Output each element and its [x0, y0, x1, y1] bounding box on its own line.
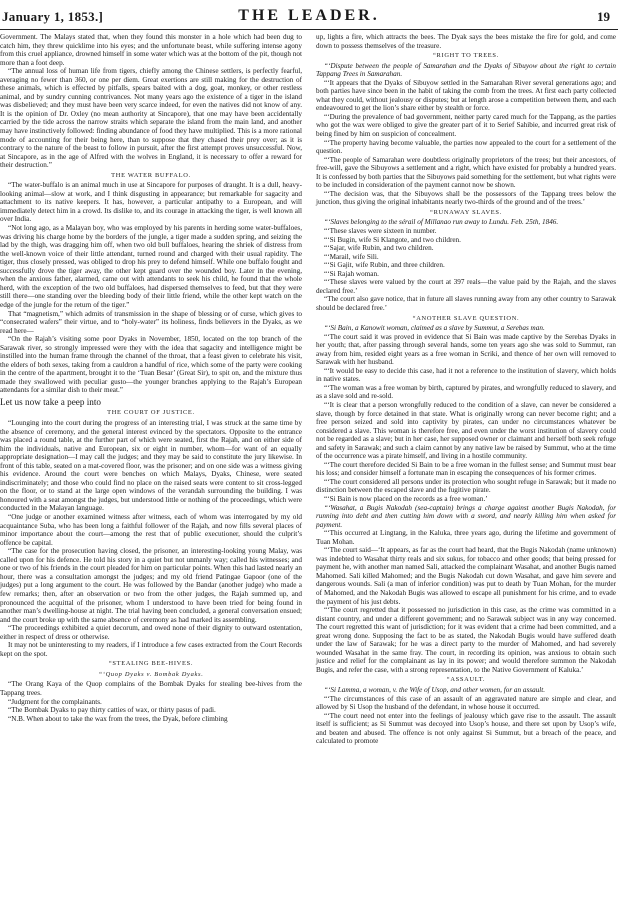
case-title: “‘Dispute between the people of Samarahan and the Dyaks of Sibuyow about the right to certain Tappang Trees in Samarahan. — [316, 61, 616, 79]
section-heading: THE WATER BUFFALO. — [111, 171, 191, 179]
paragraph: “‘The court said—‘It appears, as far as the court had heard, that the Bugis Nakodah (name unknown) was indebted to Wasahat thirty reals and six sukus, for tobacco and other goods; that being pressed for payment he, with another man named Sali, attacked the complainant Wasahat, and another Bugis named Mahomed. Sali killed Mahomed; and the Bugis Nakodah cut down Wasahat, and gave him severe and dangerous wounds. Sali (a man of inferior condition) was put to death by Tuan Mohan, for the murder of Mahomed, and the Nakodah Bugis was allowed to escape all punishment for his crime, and to evade the payment of his just debts. — [316, 546, 616, 606]
section-heading: “RUNAWAY SLAVES. — [430, 208, 502, 216]
masthead-rule — [0, 29, 618, 30]
list-item: “‘Si Rajah woman. — [324, 269, 379, 278]
case-title: “‘Wasahat, a Bugis Nakodah (sea-captain) brings a charge against another Bugis Nakodah, for running into debt and then cutting him down with a sword, and nearly killing him when asked for payment. — [316, 503, 616, 529]
paragraph: “On the Rajah’s visiting some poor Dyaks in November, 1850, located on the top branch of the Sarawak river, so strongly impressed were they with the idea that sagacity and intelligence might be instilled into the human frame through the channel of the throat, that a feast given to celebrate his visit, the elders of both sexes, taking from a cauldron a handful of rice, which some of the party were cooking in the centre of the apartment, brought it to the ‘Tuan Besar’ (Great Sir), to spit on, and the mixture thus made they swallowed with peculiar gusto—the younger branches applying to the Rajah’s European attendants for a similar dish to their meat.” — [0, 335, 302, 395]
paragraph: “Not long ago, as a Malayan boy, who was employed by his parents in herding some water-buffaloes, was driving his charge home by the borders of the jungle, a tiger made a sudden spring, and seizing the lad by the thigh, was dragging him off, when two old bull buffaloes, hearing the shriek of distress from the well-known voice of their little attendant, turned round and charged with their usual rapidity. The tiger, thus closely pressed, was obliged to drop his prey to defend himself. While one buffalo fought and successfully drove the tiger away, the other kept guard over the wounded boy. Later in the evening, when the anxious father, alarmed, came out with attendants to seek his child, he found that the whole herd, with the exception of the two old buffaloes, had dispersed themselves to feed, but that they were still there—one standing over the bleeding body of their little friend, while the other kept watch on the edge of the jungle for the return of the tiger.” — [0, 224, 302, 309]
paragraph: “Lounging into the court during the progress of an interesting trial, I was struck at the same time by the absence of ceremony, and the general interest evinced by the spectators. Opposite to the entrance was placed a round table, at the further part of which were seated, first the Rajah, and on either side of him the individuals, native and European, six or eight in number, whom—for want of an equally appropriate designation—I may call the judges; and they may be said to constitute the jury likewise. In front of this table, seated on a mat-covered floor, was the prisoner; and on one side was a witness giving his evidence. Around the court were benches on which Malays, Dyaks, Chinese, were seated indiscriminately; and those who could find no place on the raised seats were content to sit cross-legged on the floor, or to stand at the large open windows of the verandah surrounding the building. I was honoured with a seat amongst the judges, but understood little or nothing of the proceedings, which were conducted in the Malayan language. — [0, 419, 302, 513]
section-heading: “ANOTHER SLAVE QUESTION. — [412, 314, 520, 322]
paragraph: “The court also gave notice, that in future all slaves running away from any other country to Sarawak should be declared free.’ — [316, 295, 616, 312]
list-item: “‘Sajar, wife Rubin, and two children. — [324, 244, 434, 253]
paragraph: “‘It appears that the Dyaks of Sibuyow settled in the Samarahan River several generations ago; and both parties have since been in the habit of taking the comb from the trees. At first each party collected what they could, without jealousy or disputes; but at length arose a competition between them, and each endeavoured to get the lion’s share either by stealth or force. — [316, 78, 616, 113]
paragraph: “The proceedings exhibited a quiet decorum, and owed none of their dignity to outward ostentation, either in respect of dress or otherwise. — [0, 624, 302, 641]
paragraph: “‘Si Bain is now placed on the records as a free woman.’ — [324, 494, 488, 503]
paragraph: “‘The court therefore decided Si Bain to be a free woman in the fullest sense; and Summut must bear his loss; and consider himself a fortunate man in escaping the consequences of his former crimes. — [316, 460, 616, 478]
paragraph: “‘The people of Samarahan were doubtless originally proprietors of the trees; but their ancestors, of free-will, gave the Sibuyows a settlement and a right, which have existed for probably a hundred years. It is confessed by both parties that the Sibuyows paid something for the settlement, but what rights were to be included in consideration of the payment cannot now be shown. — [316, 155, 616, 190]
paragraph: Government. The Malays stated that, when they found this monster in a hole which had been dug to catch him, they threw quicklime into his eyes; and the unfortunate beast, while suffering intense agony from this cruel appliance, drowned himself in some water which was at the bottom of the pit, though not more than a foot deep. — [0, 33, 302, 67]
paragraph: “‘The court considered all persons under its protection who sought refuge in Sarawak; but it made no distinction between the escaped slave and the fugitive pirate. — [316, 477, 616, 495]
issue-date: January 1, 1853.] — [2, 9, 104, 24]
masthead — [0, 0, 618, 30]
paragraph: “The case for the prosecution having closed, the prisoner, an interesting-looking young Malay, was called upon for his defence. He told his story in a quiet but not unmanly way; called his witnesses; and one or two of his friends in the court pleaded for him on particular points. When this had lasted nearly an hour, there was a consultation amongst the judges; and my old friend Patingae Gapoor (one of the judges) put a long argument to the court. He was followed by the Bandar (another judge) who made a few remarks; then, after an observation or two from the other judges, the Rajah summed up, and pronounced the acquittal of the prisoner, whom I understood to have been tried for being found in another man’s dwelling-house at night. The trial having been concluded, a general conversation ensued; and the court broke up with the same absence of ceremony as had marked its assembling. — [0, 547, 302, 624]
paragraph: “‘The court need not enter into the feelings of jealousy which gave rise to the assault. The assault itself is sufficient; as Si Summut was decoyed into Usop’s house, and there set upon by Usop’s wife, and beaten and abused. The offence is not only against Si Summut, but a breach of the peace, and calculated to promote — [316, 711, 616, 746]
list-item: “‘Si Gajit, wife Rubin, and three children. — [324, 261, 445, 270]
left-column — [0, 33, 302, 723]
paragraph: “‘During the prevalence of bad government, neither party cared much for the Tappang, as the parties who got the wax were obliged to give the greater part of it to Serief Sahibie, and incurred great risk of being fined by him on suspicion of concealment. — [316, 112, 616, 139]
paragraph: “‘The woman was a free woman by birth, captured by pirates, and wrongfully reduced to slavery, and as a slave sold and re-sold. — [316, 383, 616, 401]
paragraph: “Judgment for the complainants. — [8, 697, 102, 706]
paragraph: “The water-buffalo is an animal much in use at Sincapore for purposes of draught. It is a dull, heavy-looking animal—slow at work, and I think disgusting in appearance; but remarkable for sagacity and attachment to its native keepers. It has, however, a particular antipathy to a European, and will immediately detect him in a crowd. Its dislike to, and its courage in attacking the tiger, is well known all over India. — [0, 181, 302, 224]
section-heading: “RIGHT TO TREES. — [433, 52, 499, 60]
section-heading: THE COURT OF JUSTICE. — [107, 409, 195, 417]
right-column — [316, 33, 616, 746]
list-item: “‘Si Bugin, wife Si Klangote, and two children. — [324, 235, 461, 244]
case-title: “‘Quop Dyaks v. Bombak Dyaks. — [98, 670, 204, 678]
paragraph: That “magnetism,” which admits of transmission in the shape of blessing or of curse, which gives to “consecrated wafers” their virtue, and to “holy-water” its holiness, finds believers in the Dyaks, as we read here— — [0, 309, 302, 335]
paragraph: up, lights a fire, which attracts the bees. The Dyak says the bees mistake the fire for gold, and come down to possess themselves of the treasure. — [316, 33, 616, 50]
section-heading: “ASSAULT. — [446, 676, 486, 684]
paragraph: “‘The court regretted that it possessed no jurisdiction in this case, as the crime was committed in a distant country, and under a different government; and no Sarawak subject was in any way concerned. The court regretted this want of jurisdiction; for it was evident that a crime had been committed, and a great wrong done. Supposing the fact to be as stated, the Nakodah Bugis would have suffered death under the law of Sarawak; for he was a direct party to the murder of Mahomed, and had severely wounded Wasahat in the same fray. The court, in recording its opinion, was anxious to obtain such justice and relief for the complainant as lay in its power; and would therefore summon the Nakodah Bugis, and refer the case, with a strong representation, to the Native Government of Kaluka.’ — [316, 606, 616, 674]
paragraph: “‘The property having become valuable, the parties now appealed to the court for a settlement of the question. — [316, 138, 616, 156]
lead-in: Let us now take a peep into — [0, 396, 102, 407]
case-title: “‘Si Lamma, a woman, v. the Wife of Usop, and other women, for an assault. — [324, 686, 546, 695]
paragraph: “‘These slaves were valued by the court at 397 reals—the value paid by the Rajah, and the slaves declared free.’ — [316, 278, 616, 295]
paragraph: “‘The circumstances of this case of an assault of an aggravated nature are simple and clear, and allowed by Si Usop the husband of the defendant, in whose house it occurred. — [316, 694, 616, 712]
paragraph: “‘The decision was, that the Sibuyows shall be the possessors of the Tappang trees below the junction, thus giving the original inhabitants nearly two-thirds of the ground and of the trees.’ — [316, 189, 616, 207]
paragraph: “‘It would be easy to decide this case, had it not a reference to the institution of slavery, which holds in native states. — [316, 366, 616, 384]
paragraph: “‘This occurred at Lingtang, in the Kaluka, three years ago, during the lifetime and government of Tuan Mohan. — [316, 529, 616, 546]
paragraph: “The Orang Kaya of the Quop complains of the Bombak Dyaks for stealing bee-hives from the Tappang trees. — [0, 680, 302, 697]
list-item: “‘Marail, wife Sili. — [324, 252, 379, 261]
paragraph: “N.B. When about to take the wax from the trees, the Dyak, before climbing — [8, 714, 228, 723]
paragraph: “‘It is clear that a person wrongfully reduced to the condition of a slave, can never be considered a slave, though by force detained in that state. What is originally wrong can never become right; and a free person seized and sold into captivity by pirates, can under no circumstances whatever be considered a slave. This woman is therefore free, and even under the worst institution of slavery could not be regarded as a slave; but in her case, her supposed owner or claimant and herself both seek refuge and safety in Sarawak; and such a claim cannot by any native law be raised by Summut, who at the time of the occurrence was a pirate himself, and living in a hostile community. — [316, 400, 616, 461]
newspaper-title: THE LEADER. — [238, 7, 380, 24]
case-title: “‘Si Bain, a Kanowit woman, claimed as a slave by Summut, a Serebas man. — [324, 324, 545, 333]
paragraph: “The Bombak Dyaks to pay thirty catties of wax, or thirty pasus of padi. — [8, 706, 216, 715]
paragraph: “The annual loss of human life from tigers, chiefly among the Chinese settlers, is perfectly fearful, averaging no fewer than 360, or one per diem. Great exertions are still making for the destruction of these animals, which is effected by pitfalls, spears baited with a dog, goat, monkey, or other restless animal, and by sundry cunning contrivances. Not many years ago the existence of a tiger in the island was disbelieved; and they must have been very scarce indeed, for even the natives did not know of any. It is the opinion of Dr. Oxley (no mean authority at Sincapore), that one may have been accidentally carried by the tide across the narrow straits which separate the island from the main land, and another may have instinctively followed: finding abundance of food they have multiplied. This is a more rational mode of accounting for their being here, than to suppose that they chased their prey over; as it is contrary to the nature of the beast to follow in pursuit, after the first attempt proves unsuccessful. Now, at Sincapore, as in the age of Alfred with the wolves in England, it is necessary to offer a reward for their destruction.” — [0, 67, 302, 170]
paragraph: “One judge or another examined witness after witness, each of whom was interrogated by my old acquaintance Suba, who has been long a faithful follower of the Rajah, and now fills several places of minor importance about the court—among the rest that of public executioner, should the culprit’s offence be capital. — [0, 513, 302, 547]
page-number: 19 — [597, 9, 610, 24]
case-title: “‘Slaves belonging to the sérail of Millanao run away to Lundu. Feb. 25th, 1846. — [324, 218, 559, 227]
list-item: “‘These slaves were sixteen in number. — [324, 227, 437, 236]
section-heading: “STEALING BEE-HIVES. — [108, 660, 194, 668]
paragraph: “‘The court said it was proved in evidence that Si Bain was made captive by the Serebas Dyaks in her youth; that, after passing through several hands, some ten years ago she was sold to Summut, ran away from him, resided eight years as a free woman in Scriki, and thence of her own will removed to Sarawak with her husband. — [316, 332, 616, 367]
paragraph: It may not be uninteresting to my readers, if I introduce a few cases extracted from the Court Records kept on the spot. — [0, 641, 302, 658]
